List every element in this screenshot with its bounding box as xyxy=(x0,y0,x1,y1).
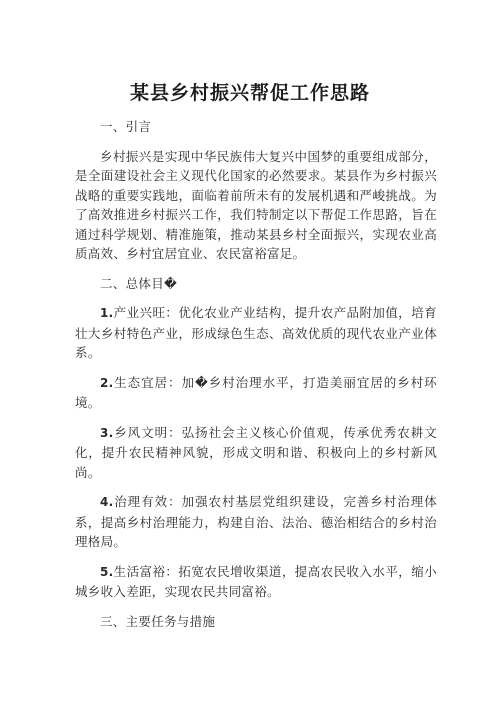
goal-number: 2. xyxy=(100,375,114,390)
section-heading-tasks: 三、主要任务与措施 xyxy=(100,613,216,629)
goal-number: 3. xyxy=(100,425,114,440)
goal-item xyxy=(75,562,437,602)
goal-number: 4. xyxy=(100,495,114,509)
goal-text: 治理有效：加强农村基层党组织建设，完善乡村治理体系，提高乡村治理能力，构建自治、法治、德治相结合的乡村治理格局。 xyxy=(75,494,437,549)
goal-number: 1. xyxy=(100,306,114,320)
goal-text: 生态宜居：加�乡村治理水平，打造美丽宜居的乡村环境。 xyxy=(75,374,437,410)
goal-item xyxy=(75,373,437,413)
document-title: 某县乡村振兴帮促工作思路 xyxy=(129,82,370,104)
goal-number: 5. xyxy=(100,564,114,579)
section-heading-goals: 二、总体目� xyxy=(100,275,178,291)
goal-item xyxy=(75,303,437,363)
goal-item xyxy=(75,423,437,483)
document-body xyxy=(75,117,437,641)
goal-item xyxy=(75,492,437,552)
goal-text: 生活富裕：拓宽农民增收渠道，提高农民收入水平，缩小城乡收入差距，实现农民共同富裕。 xyxy=(75,563,437,599)
goal-text: 乡风文明：弘扬社会主义核心价值观，传承优秀农耕文化，提升农民精神风貌，形成文明和谐、积极向上的乡村新风尚。 xyxy=(75,424,437,480)
goal-text: 产业兴旺：优化农业产业结构，提升农产品附加值，培育壮大乡村特色产业，形成绿色生态、高效优质的现代农业产业体系。 xyxy=(75,305,437,360)
intro-paragraph: 乡村振兴是实现中华民族伟大复兴中国梦的重要组成部分，是全面建设社会主义现代化国家的必然要求。某县作为乡村振兴战略的重要实践地，面临着前所未有的发展机遇和严峻挑战。为了高效推进乡村振兴工作，我们特制定以下帮促工作思路，旨在通过科学规划、精准施策，推动某县乡村全面振兴，实现农业高质高效、乡村宜居宜业、农民富裕富足。 xyxy=(75,148,437,261)
section-heading-intro: 一、引言 xyxy=(100,119,152,134)
